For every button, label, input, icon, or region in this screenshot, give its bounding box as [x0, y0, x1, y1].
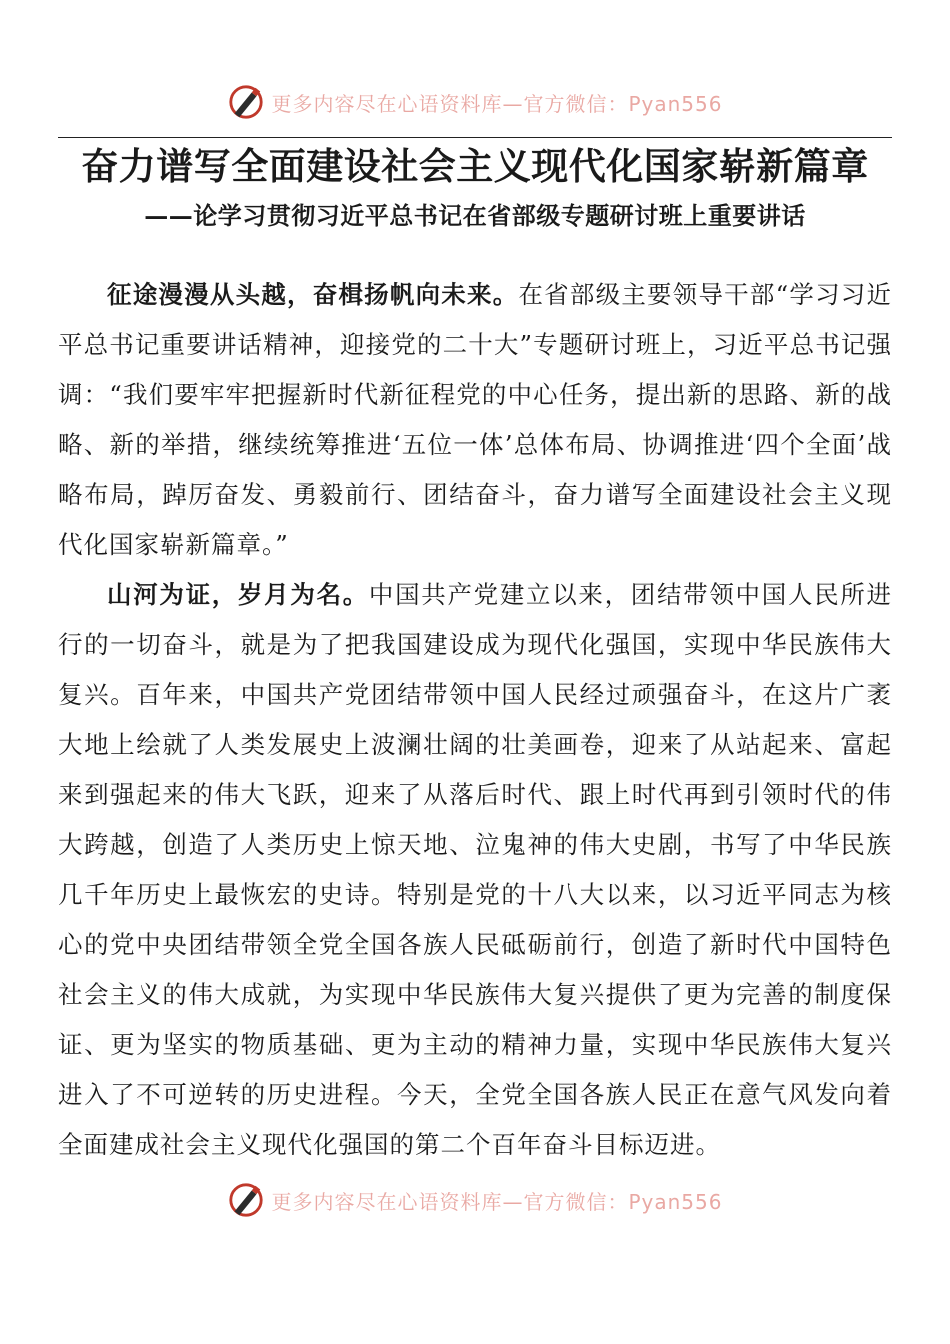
- footer-watermark: [0, 1178, 950, 1222]
- paragraph-lead: 征途漫漫从头越，奋楫扬帆向未来。: [107, 280, 519, 309]
- paragraph-text: 在省部级主要领导干部“学习习近平总书记重要讲话精神，迎接党的二十大”专题研讨班上，习近平总书记强调：“我们要牢牢把握新时代新征程党的中心任务，提出新的思路、新的战略、新的举措，继续统筹推进‘五位一体’总体布局、协调推进‘四个全面’战略布局，踔厉奋发、勇毅前行、团结奋斗，奋力谱写全面建设社会主义现代化国家崭新篇章。”: [58, 280, 892, 559]
- paragraph: [58, 570, 892, 1170]
- watermark-text: 更多内容尽在心语资料库—官方微信：Pyan556: [271, 1189, 723, 1214]
- watermark-text: 更多内容尽在心语资料库—官方微信：Pyan556: [271, 91, 723, 116]
- document-body: [58, 270, 892, 1170]
- header-watermark: [0, 80, 950, 124]
- paragraph-lead: 山河为证，岁月为名。: [107, 580, 369, 609]
- pen-circle-icon: [227, 83, 265, 121]
- document-title: 奋力谱写全面建设社会主义现代化国家崭新篇章: [81, 144, 869, 188]
- paragraph: [58, 270, 892, 570]
- paragraph-text: 中国共产党建立以来，团结带领中国人民所进行的一切奋斗，就是为了把我国建设成为现代化强国，实现中华民族伟大复兴。百年来，中国共产党团结带领中国人民经过顽强奋斗，在这片广袤大地上绘就了人类发展史上波澜壮阔的壮美画卷，迎来了从站起来、富起来到强起来的伟大飞跃，迎来了从落后时代、跟上时代再到引领时代的伟大跨越，创造了人类历史上惊天地、泣鬼神的伟大史剧，书写了中华民族几千年历史上最恢宏的史诗。特别是党的十八大以来，以习近平同志为核心的党中央团结带领全党全国各族人民砥砺前行，创造了新时代中国特色社会主义的伟大成就，为实现中华民族伟大复兴提供了更为完善的制度保证、更为坚实的物质基础、更为主动的精神力量，实现中华民族伟大复兴进入了不可逆转的历史进程。今天，全党全国各族人民正在意气风发向着全面建成社会主义现代化强国的第二个百年奋斗目标迈进。: [58, 580, 893, 1159]
- document-subtitle: ——论学习贯彻习近平总书记在省部级专题研讨班上重要讲话: [144, 201, 806, 230]
- header-divider: [58, 137, 892, 138]
- pen-circle-icon: [227, 1181, 265, 1219]
